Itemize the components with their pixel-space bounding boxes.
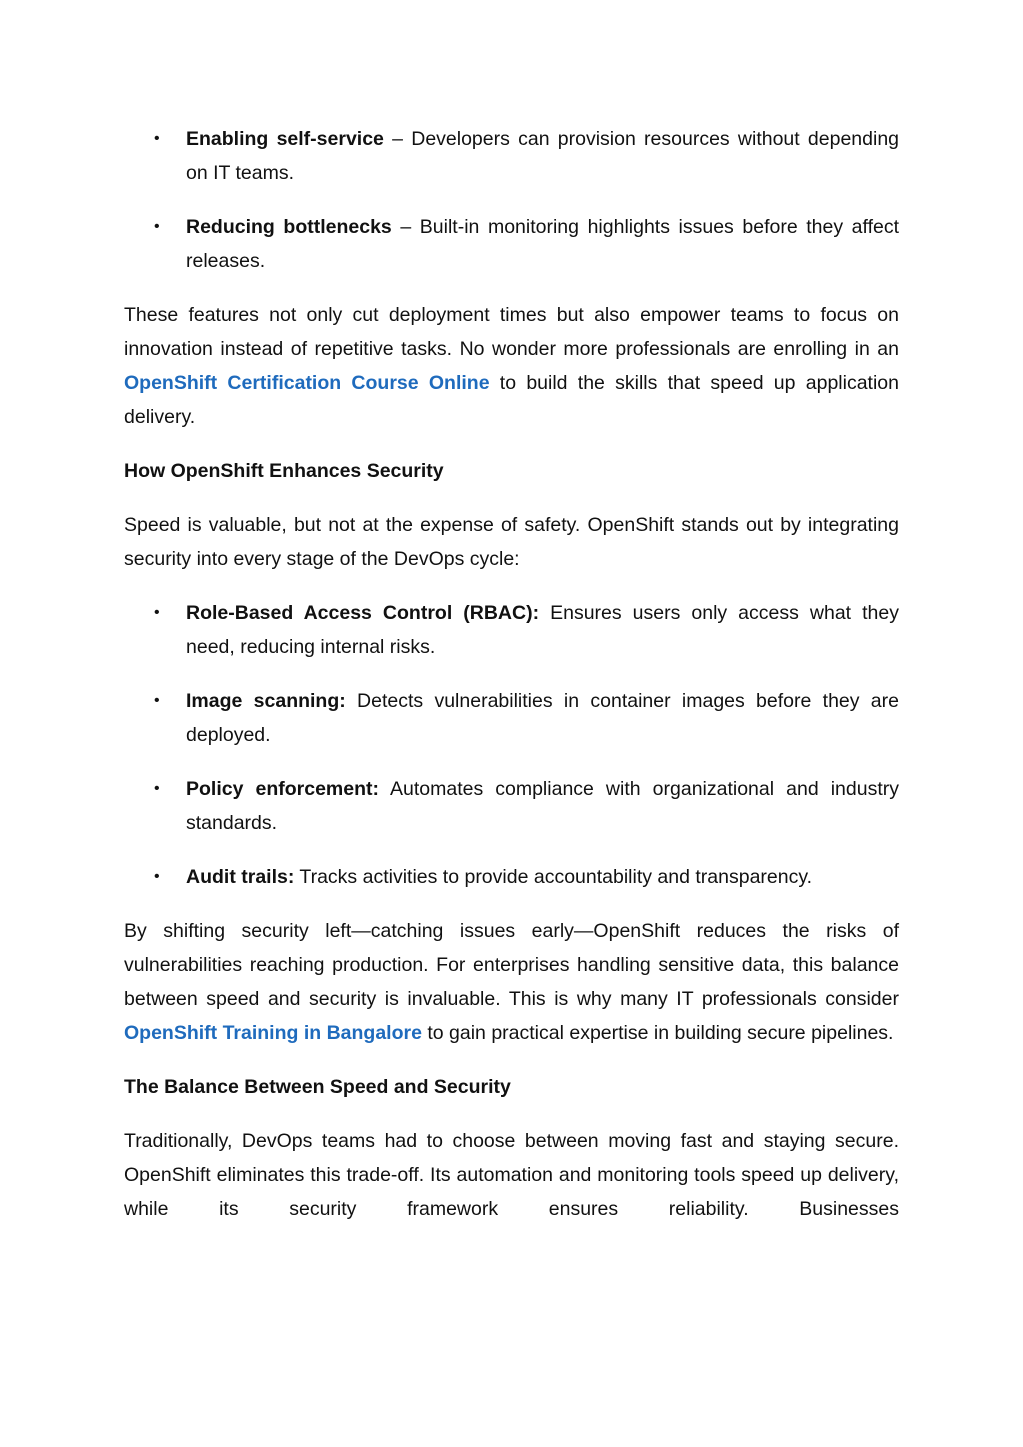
certification-course-link[interactable]: OpenShift Certification Course Online [124, 372, 490, 394]
list-item [124, 684, 899, 752]
list-item [124, 860, 899, 894]
list-item-desc: Developers can provision resources without depending on IT teams. [186, 128, 900, 184]
list-item-term: Enabling self-service [186, 128, 384, 150]
list-item-desc: Automates compliance with organizational and industry standards. [186, 778, 899, 834]
list-item-desc: Detects vulnerabilities in container images before they are deployed. [186, 690, 899, 746]
paragraph-text: to gain practical expertise in building secure pipelines. [421, 1022, 894, 1044]
separator: – [383, 128, 412, 150]
list-item [124, 772, 899, 840]
list-item-term: Image scanning: [186, 690, 346, 712]
list-item-desc: Built-in monitoring highlights issues before they affect releases. [186, 216, 900, 272]
list-item [124, 596, 899, 664]
document-page [124, 122, 899, 1226]
paragraph-features [124, 298, 899, 434]
list-item-term: Policy enforcement: [186, 778, 380, 800]
section-heading: The Balance Between Speed and Security [124, 1076, 511, 1098]
list-item-desc: Tracks activities to provide accountability and transparency. [294, 866, 813, 888]
training-bangalore-link[interactable]: OpenShift Training in Bangalore [124, 1022, 422, 1044]
separator: – [391, 216, 420, 238]
list-item [124, 122, 899, 190]
paragraph-security-intro: Speed is valuable, but not at the expense of safety. OpenShift stands out by integrating security into every stage of the DevOps cycle: [124, 514, 899, 570]
paragraph-text: These features not only cut deployment times but also empower teams to focus on innovation instead of repetitive tasks. No wonder more professionals are enrolling in an [124, 304, 899, 360]
paragraph-balance: Traditionally, DevOps teams had to choose between moving fast and staying secure. OpenShift eliminates this trade-off. Its automation and monitoring tools speed up delivery, while its security framework ensures reliability. Businesses [124, 1130, 899, 1220]
benefits-list [124, 122, 899, 278]
security-features-list [124, 596, 899, 894]
list-item [124, 210, 899, 278]
paragraph-text: By shifting security left—catching issues early—OpenShift reduces the risks of vulnerabilities reaching production. For enterprises handling sensitive data, this balance between speed and security is invaluable. This is why many IT professionals consider [124, 920, 899, 1010]
paragraph-shift-left [124, 914, 899, 1050]
list-item-term: Role-Based Access Control (RBAC): [186, 602, 540, 624]
section-heading: How OpenShift Enhances Security [124, 460, 444, 482]
list-item-term: Reducing bottlenecks [186, 216, 392, 238]
list-item-desc: Ensures users only access what they need, reducing internal risks. [186, 602, 899, 658]
list-item-term: Audit trails: [186, 866, 295, 888]
paragraph-text: to build the skills that speed up application delivery. [124, 372, 899, 428]
